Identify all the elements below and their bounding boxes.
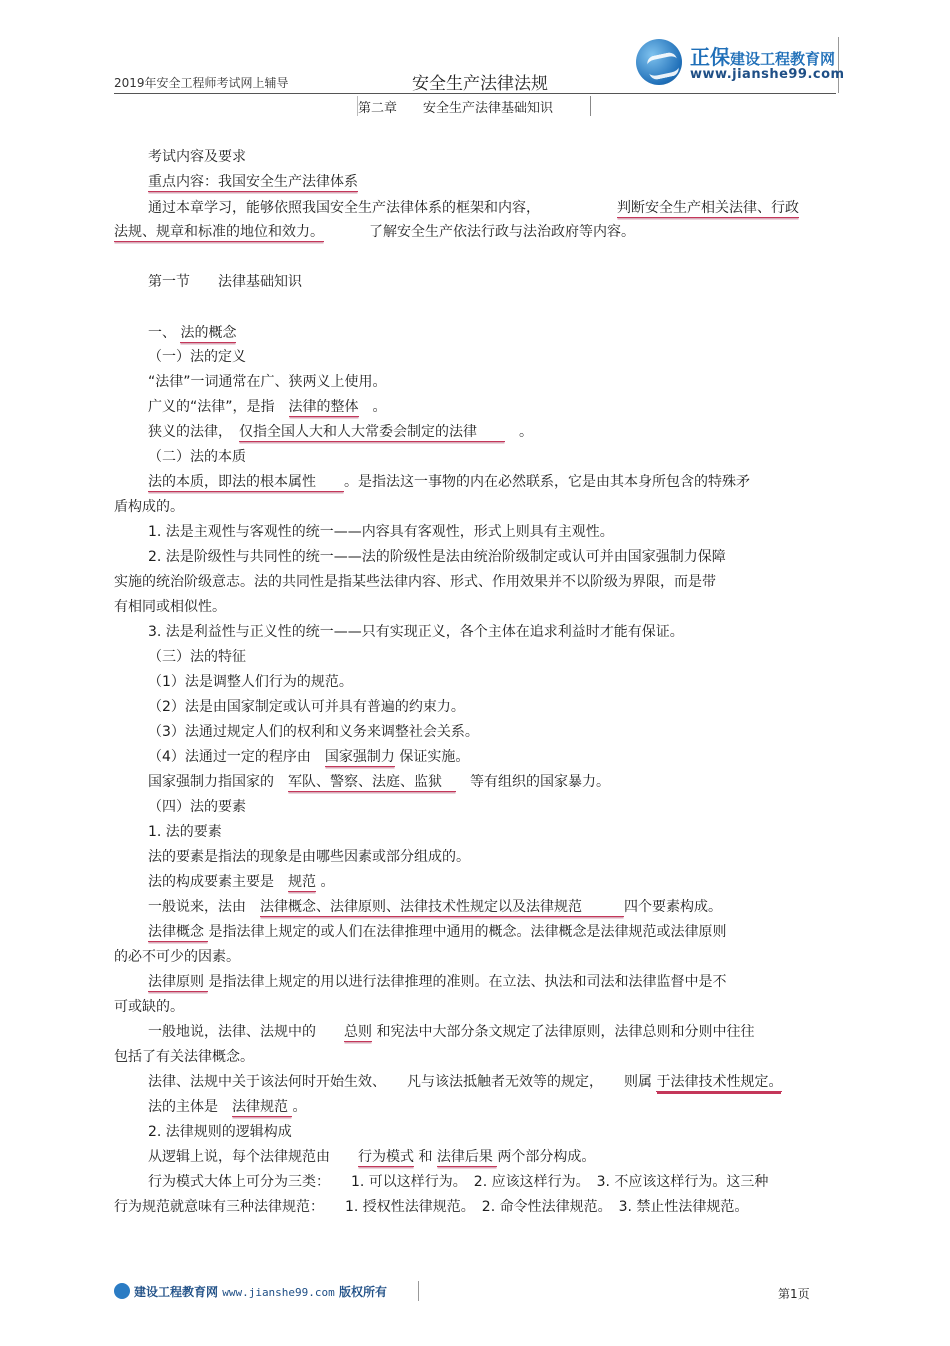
- text-span: 。: [505, 424, 533, 440]
- underlined-key-phrase: 国家强制力: [324, 749, 395, 765]
- text-line: [148, 396, 387, 416]
- text-span: 和: [414, 1149, 437, 1165]
- text-line: [148, 621, 684, 641]
- text-span: 狭义的法律，: [148, 424, 239, 440]
- logo-title-big: 正保: [690, 45, 730, 69]
- text-span: 包括了有关法律概念。: [114, 1049, 254, 1065]
- text-line: [148, 521, 614, 541]
- underlined-key-phrase: 法律的整体: [288, 399, 359, 415]
- underlined-key-phrase: 判断安全生产相关法律、行政: [617, 200, 799, 216]
- text-line: [148, 671, 353, 691]
- underlined-key-phrase: 仅指全国人大和人大常委会制定的法律: [239, 424, 505, 440]
- text-line: [148, 371, 387, 391]
- underlined-key-phrase: 法的概念: [180, 325, 237, 341]
- text-line: [148, 1021, 754, 1041]
- text-span: 法的要素是指法的现象是由哪些因素或部分组成的。: [148, 849, 470, 865]
- logo-title: [690, 41, 835, 70]
- text-span: （1）法是调整人们行为的规范。: [148, 674, 353, 690]
- text-line: [148, 346, 246, 366]
- footer-brand[interactable]: [114, 1283, 387, 1300]
- text-span: 3. 法是利益性与正义性的统一——只有实现正义，各个主体在追求利益时才能有保证。: [148, 624, 684, 640]
- underlined-key-phrase: 规范: [288, 874, 316, 890]
- text-span: 四个要素构成。: [624, 899, 722, 915]
- underlined-key-phrase: 重点内容：我国安全生产法律体系: [148, 174, 358, 190]
- text-line: [148, 821, 222, 841]
- text-line: [114, 996, 184, 1016]
- text-span: 的必不可少的因素。: [114, 949, 240, 965]
- underlined-key-phrase: 总则: [344, 1024, 372, 1040]
- text-line: [148, 322, 236, 342]
- text-span: 盾构成的。: [114, 499, 184, 515]
- text-span: 了解安全生产依法行政与法治政府等内容。: [369, 224, 635, 240]
- text-span: 。: [358, 399, 387, 415]
- text-span: 国家强制力指国家的: [148, 774, 288, 790]
- text-span: （二）法的本质: [148, 449, 246, 465]
- text-span: 一、: [148, 325, 181, 341]
- text-span: 一般说来，法由: [148, 899, 260, 915]
- text-line: [369, 221, 635, 241]
- text-span: 是指法律上规定的或人们在法律推理中通用的概念。法律概念是法律规范或法律原则: [208, 924, 727, 940]
- text-span: “法律”一词通常在广、狭两义上使用。: [148, 374, 387, 390]
- footer-site-name: 建设工程教育网: [134, 1285, 219, 1299]
- underlined-key-phrase: 法律规范: [232, 1099, 293, 1115]
- text-span: 2. 法律规则的逻辑构成: [148, 1124, 292, 1140]
- underlined-key-phrase: 法律后果: [436, 1149, 498, 1165]
- text-line: [148, 446, 246, 466]
- text-span: 广义的“法律”，是指: [148, 399, 289, 415]
- text-span: 是指法律上规定的用以进行法律推理的准则。在立法、执法和司法和法律监督中是不: [208, 974, 727, 990]
- text-span: （3）法通过规定人们的权利和义务来调整社会关系。: [148, 724, 479, 740]
- text-line: [114, 1196, 748, 1216]
- header-title: 安全生产法律法规: [412, 74, 548, 94]
- text-line: [114, 1046, 254, 1066]
- header-left-text: 2019年安全工程师考试网上辅导: [114, 76, 289, 90]
- underlined-key-phrase: 行为模式: [358, 1149, 414, 1165]
- text-line: [148, 1071, 782, 1091]
- underlined-key-phrase: 法律概念、法律原则、法律技术性规定以及法律规范: [260, 899, 624, 915]
- text-span: 2. 法是阶级性与共同性的统一——法的阶级性是法由统治阶级制定或认可并由国家强制力保障: [148, 549, 726, 565]
- text-line: [148, 1121, 292, 1141]
- text-line: [148, 871, 334, 891]
- text-span: 通过本章学习，能够依照我国安全生产法律体系的框架和内容，: [148, 200, 540, 216]
- text-line: [148, 421, 533, 441]
- text-line: [148, 171, 358, 191]
- text-span: （4）法通过一定的程序由: [148, 749, 325, 765]
- text-line: [148, 1171, 768, 1191]
- text-span: 第一节 法律基础知识: [148, 274, 302, 290]
- text-line: [148, 546, 726, 566]
- text-span: 行为规范就意味有三种法律规范： 1. 授权性法律规范。 2. 命令性法律规范。 3. 禁止性法律规范。: [114, 1199, 749, 1215]
- text-span: 保证实施。: [394, 749, 470, 765]
- text-span: 考试内容及要求: [148, 149, 246, 165]
- logo-url: www.jianshe99.com: [690, 67, 845, 82]
- text-span: 和宪法中大部分条文规定了法律原则，法律总则和分则中往往: [372, 1024, 755, 1040]
- brand-logo[interactable]: [632, 37, 845, 93]
- underlined-key-phrase: 于法律技术性规定。: [656, 1074, 783, 1090]
- text-line: [114, 596, 226, 616]
- text-line: [148, 746, 469, 766]
- text-span: （2）法是由国家制定或认可并具有普遍的约束力。: [148, 699, 465, 715]
- text-span: 有相同或相似性。: [114, 599, 226, 615]
- text-span: 。: [292, 1099, 307, 1115]
- text-line: [148, 271, 302, 291]
- text-span: 1. 法的要素: [148, 824, 222, 840]
- text-line: [114, 221, 324, 241]
- underlined-key-phrase: 法规、规章和标准的地位和效力。: [114, 224, 324, 240]
- text-line: [148, 1146, 595, 1166]
- text-span: 1. 法是主观性与客观性的统一——内容具有客观性，形式上则具有主观性。: [148, 524, 614, 540]
- text-span: 行为模式大体上可分为三类： 1. 可以这样行为。 2. 应该这样行为。 3. 不应该这样行为。这三种: [148, 1174, 769, 1190]
- text-span: 一般地说，法律、法规中的: [148, 1024, 344, 1040]
- logo-title-text: 建设工程教育网: [730, 50, 836, 68]
- logo-globe-icon: [636, 39, 682, 85]
- text-line: [148, 146, 246, 166]
- text-line: [114, 496, 184, 516]
- text-span: 实施的统治阶级意志。法的共同性是指某些法律内容、形式、作用效果并不以阶级为界限，而是带: [114, 574, 716, 590]
- footer-divider: [418, 1281, 419, 1301]
- text-span: （一）法的定义: [148, 349, 246, 365]
- footer-globe-icon: [114, 1283, 130, 1299]
- text-span: 从逻辑上说，每个法律规范由: [148, 1149, 358, 1165]
- text-line: [148, 846, 470, 866]
- text-span: 法的构成要素主要是: [148, 874, 288, 890]
- text-line: [148, 896, 722, 916]
- text-line: [148, 696, 465, 716]
- underlined-key-phrase: 法律原则: [148, 974, 209, 990]
- text-line: [114, 571, 716, 591]
- page-number: 第1页: [778, 1287, 810, 1301]
- chapter-title: 第二章 安全生产法律基础知识: [358, 101, 554, 116]
- text-span: （四）法的要素: [148, 799, 246, 815]
- text-line: [148, 796, 246, 816]
- text-line: [148, 197, 540, 217]
- text-span: 法的主体是: [148, 1099, 232, 1115]
- chapter-divider-right: [590, 96, 591, 116]
- text-line: [148, 471, 750, 491]
- text-span: 两个部分构成。: [497, 1149, 596, 1165]
- text-line: [148, 971, 726, 991]
- text-line: [617, 197, 799, 217]
- text-span: 法律、法规中关于该法何时开始生效、 凡与该法抵触者无效等的规定， 则属: [148, 1074, 657, 1090]
- footer-rights: 版权所有: [338, 1285, 387, 1299]
- text-span: 。是指法这一事物的内在必然联系，它是由其本身所包含的特殊矛: [344, 474, 750, 490]
- text-line: [148, 646, 246, 666]
- header-divider: [114, 93, 836, 94]
- underlined-key-phrase: 法律概念: [148, 924, 209, 940]
- text-line: [114, 946, 240, 966]
- text-span: 可或缺的。: [114, 999, 184, 1015]
- underlined-key-phrase: 军队、警察、法庭、监狱: [288, 774, 456, 790]
- underlined-key-phrase: 法的本质，即法的根本属性: [148, 474, 344, 490]
- text-span: 等有组织的国家暴力。: [456, 774, 610, 790]
- text-line: [148, 771, 610, 791]
- footer-url: www.jianshe99.com: [222, 1286, 335, 1299]
- text-line: [148, 721, 479, 741]
- text-span: 。: [316, 874, 335, 890]
- text-span: （三）法的特征: [148, 649, 246, 665]
- text-line: [148, 921, 726, 941]
- text-line: [148, 1096, 306, 1116]
